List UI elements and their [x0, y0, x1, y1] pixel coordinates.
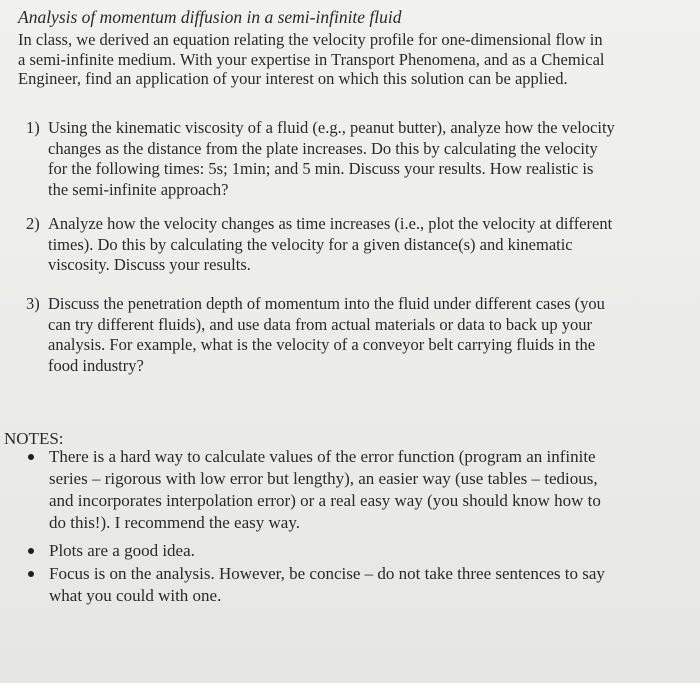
note-text: [49, 563, 679, 607]
note-line: Focus is on the analysis. However, be concise – do not take three sentences to say: [49, 564, 605, 583]
question-line: the semi-infinite approach?: [48, 179, 229, 199]
question-line: can try different fluids), and use data from actual materials or data to back up your: [48, 314, 592, 334]
question-line: changes as the distance from the plate increases. Do this by calculating the velocity: [48, 138, 598, 158]
question-line: Using the kinematic viscosity of a fluid (e.g., peanut butter), analyze how the velocity: [48, 118, 615, 137]
question-text: [48, 118, 688, 200]
document-title: Analysis of momentum diffusion in a semi-infinite fluid: [18, 7, 402, 27]
bullet-icon: [28, 571, 34, 577]
question-line: food industry?: [48, 355, 144, 375]
intro-line: Engineer, find an application of your interest on which this solution can be applied.: [18, 69, 568, 88]
note-line: There is a hard way to calculate values of the error function (program an infinite: [49, 447, 596, 466]
question-number: 1): [26, 118, 40, 137]
note-line: and incorporates interpolation error) or a real easy way (you should know how to: [49, 491, 601, 510]
question-line: Analyze how the velocity changes as time increases (i.e., plot the velocity at different: [48, 214, 613, 233]
question-line: Discuss the penetration depth of momentum into the fluid under different cases (you: [48, 294, 605, 313]
note-line: do this!). I recommend the easy way.: [49, 513, 300, 532]
question-text: [48, 294, 688, 376]
intro-paragraph: [18, 30, 678, 89]
note-text: [49, 446, 679, 534]
intro-line: a semi-infinite medium. With your expertise in Transport Phenomena, and as a Chemical: [18, 49, 605, 69]
question-number: 2): [26, 214, 40, 233]
question-number: 3): [26, 294, 40, 313]
note-text: [49, 540, 679, 562]
question-line: viscosity. Discuss your results.: [48, 255, 251, 274]
note-line: Plots are a good idea.: [49, 541, 195, 560]
note-line: what you could with one.: [49, 586, 222, 605]
bullet-icon: [28, 548, 34, 554]
question-line: analysis. For example, what is the velocity of a conveyor belt carrying fluids in the: [48, 335, 596, 354]
question-line: times). Do this by calculating the velocity for a given distance(s) and kinematic: [48, 234, 573, 254]
question-text: [48, 214, 688, 276]
note-line: series – rigorous with low error but lengthy), an easier way (use tables – tedious,: [49, 469, 598, 488]
question-line: for the following times: 5s; 1min; and 5 min. Discuss your results. How realistic is: [48, 159, 594, 178]
notes-heading: NOTES:: [4, 429, 64, 448]
bullet-icon: [28, 454, 34, 460]
intro-line: In class, we derived an equation relating the velocity profile for one-dimensional flow in: [18, 30, 603, 49]
